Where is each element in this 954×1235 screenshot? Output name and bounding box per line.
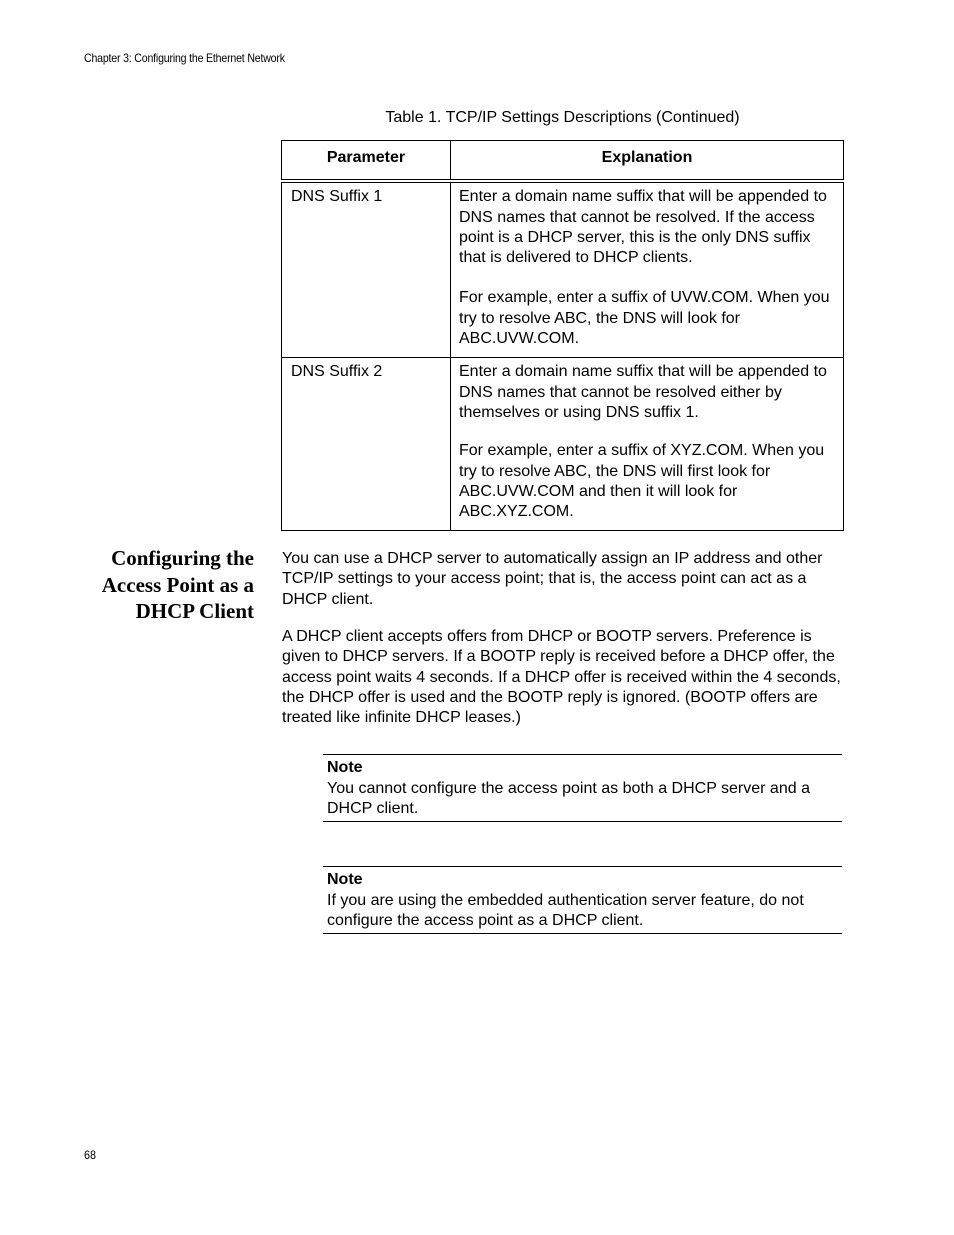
note-box	[323, 866, 842, 934]
note-title: Note	[327, 871, 363, 888]
section-heading-line: Configuring the	[111, 546, 254, 570]
table-header-row	[282, 141, 844, 182]
running-head: Chapter 3: Configuring the Ethernet Network	[84, 51, 285, 65]
note-box	[323, 754, 842, 822]
body-paragraph-text: A DHCP client accepts offers from DHCP or BOOTP servers. Preference is given to DHCP servers. If a BOOTP reply is received before a DHCP offer, the access point waits 4 seconds. If a DHCP offer is received within the 4 seconds, the DHCP offer is used and the BOOTP reply is ignored. (BOOTP offers are treated like infinite DHCP leases.)	[282, 628, 841, 727]
section-heading-line: DHCP Client	[135, 599, 254, 623]
explanation-paragraph: For example, enter a suffix of UVW.COM. When you try to resolve ABC, the DNS will look for ABC.UVW.COM.	[459, 289, 830, 348]
column-header-parameter: Parameter	[282, 141, 451, 182]
explanation-paragraph: Enter a domain name suffix that will be appended to DNS names that cannot be resolved. If the access point is a DHCP server, this is the only DNS suffix that is delivered to DHCP clients.	[459, 188, 827, 267]
note-text: If you are using the embedded authentication server feature, do not configure the access point as a DHCP client.	[327, 891, 804, 929]
tcpip-settings-table	[281, 140, 844, 531]
body-paragraph-text: You can use a DHCP server to automatically assign an IP address and other TCP/IP settings to your access point; that is, the access point can act as a DHCP client.	[282, 550, 823, 608]
explanation-cell	[451, 358, 844, 531]
explanation-paragraph: For example, enter a suffix of XYZ.COM. When you try to resolve ABC, the DNS will first look for ABC.UVW.COM and then it will look for ABC.XYZ.COM.	[459, 442, 825, 521]
note-title: Note	[327, 759, 363, 776]
column-header-explanation: Explanation	[451, 141, 844, 182]
parameter-cell: DNS Suffix 1	[282, 181, 451, 358]
page-number: 68	[84, 1148, 97, 1162]
note-text: You cannot configure the access point as both a DHCP server and a DHCP client.	[327, 779, 810, 817]
section-heading	[60, 545, 254, 625]
explanation-cell	[451, 181, 844, 358]
section-heading-line: Access Point as a	[101, 572, 254, 597]
table-caption: Table 1. TCP/IP Settings Descriptions (Continued)	[385, 109, 740, 126]
explanation-paragraph: Enter a domain name suffix that will be appended to DNS names that cannot be resolved either by themselves or using DNS suffix 1.	[459, 363, 827, 421]
table-row	[282, 181, 844, 358]
parameter-cell: DNS Suffix 2	[282, 358, 451, 531]
table-row	[282, 358, 844, 531]
body-paragraph	[282, 627, 844, 728]
body-paragraph	[282, 549, 844, 610]
